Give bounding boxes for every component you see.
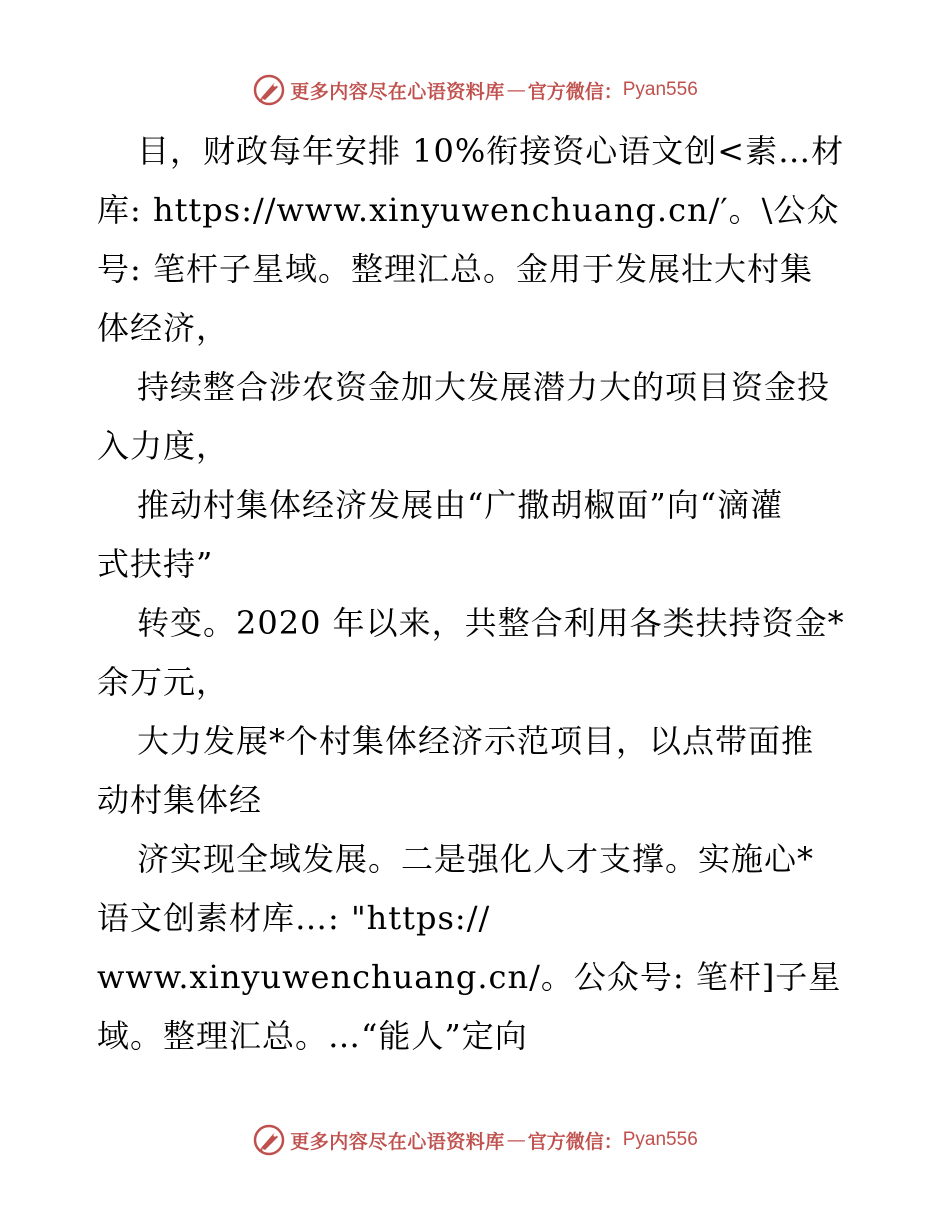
body-line: 余万元， <box>97 663 230 701</box>
body-line: 动村集体经 <box>97 781 263 819</box>
body-line: 体经济， <box>97 309 230 347</box>
body-line: 大力发展*个村集体经济示范项目，以点带面推 <box>137 722 815 760</box>
body-line: 号: 笔杆子星域。整理汇总。金用于发展壮大村集 <box>97 250 813 288</box>
body-line: 语文创素材库…: "https:// <box>97 899 491 937</box>
footer-banner <box>0 1120 950 1160</box>
body-line: 库: https://www.xinyuwenchuang.cn/′。\公众 <box>97 191 840 229</box>
pen-nib-logo-icon <box>252 73 286 107</box>
pen-nib-logo-icon <box>252 1123 286 1157</box>
body-line: 推动村集体经济发展由“广撒胡椒面”向“滴灌 <box>137 486 784 524</box>
banner-wechat-label: 官方微信： <box>527 1130 623 1153</box>
body-line: 转变。2020 年以来，共整合利用各类扶持资金* <box>137 604 845 642</box>
body-line: 入力度， <box>97 427 230 465</box>
header-banner <box>0 70 950 110</box>
banner-text: 更多内容尽在心语资料库 <box>290 80 505 103</box>
body-line: 域。整理汇总。…“能人”定向 <box>97 1017 528 1055</box>
banner-dash: — <box>506 1129 526 1151</box>
banner-wechat-id: Pyan556 <box>622 1129 698 1150</box>
banner-wechat-label: 官方微信： <box>527 80 623 103</box>
banner-text: 更多内容尽在心语资料库 <box>290 1130 505 1153</box>
body-line: 济实现全域发展。二是强化人才支撑。实施心* <box>137 840 815 878</box>
body-line: www.xinyuwenchuang.cn/。公众号: 笔杆]子星 <box>97 958 842 996</box>
banner-dash: — <box>506 79 526 101</box>
body-line: 目，财政每年安排 10%衔接资心语文创<素…材 <box>137 132 845 170</box>
body-line: 式扶持” <box>97 545 214 583</box>
banner-wechat-id: Pyan556 <box>622 79 698 100</box>
document-body <box>97 122 857 1066</box>
body-line: 持续整合涉农资金加大发展潜力大的项目资金投 <box>137 368 831 406</box>
